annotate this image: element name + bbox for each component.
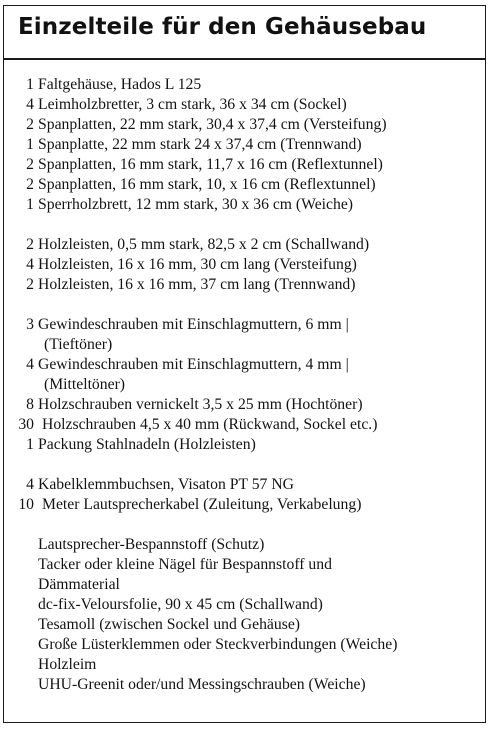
- list-item: [4, 395, 484, 415]
- item-quantity: 8: [26, 396, 34, 413]
- item-quantity: 2: [26, 236, 34, 253]
- group-spacer: [4, 295, 484, 315]
- item-text: Holzleisten, 16 x 16 mm, 30 cm lang (Versteifung): [38, 256, 357, 273]
- list-item: [4, 175, 484, 195]
- item-quantity: 4: [26, 96, 34, 113]
- item-quantity: 2: [26, 276, 34, 293]
- misc-item: [4, 635, 484, 655]
- list-item: [4, 195, 484, 215]
- group-spacer: [4, 455, 484, 475]
- item-text: Holzschrauben vernickelt 3,5 x 25 mm (Hochtöner): [38, 396, 363, 413]
- item-text: Packung Stahlnadeln (Holzleisten): [38, 436, 256, 453]
- item-quantity: 1: [26, 436, 34, 453]
- item-quantity: 1: [26, 136, 34, 153]
- misc-item-text: Lautsprecher-Bespannstoff (Schutz): [38, 536, 265, 553]
- group-spacer: [4, 515, 484, 535]
- item-text: Spanplatten, 16 mm stark, 10, x 16 cm (Reflextunnel): [38, 176, 376, 193]
- list-item-continuation: [4, 375, 484, 395]
- item-text: Spanplatten, 22 mm stark, 30,4 x 37,4 cm (Versteifung): [38, 116, 387, 133]
- item-text: Gewindeschrauben mit Einschlagmuttern, 4 mm |: [38, 356, 349, 373]
- misc-item-text: Tacker oder kleine Nägel für Bespannstoff und: [38, 556, 332, 573]
- misc-item: [4, 535, 484, 555]
- list-item-continuation: [4, 335, 484, 355]
- misc-item: [4, 555, 484, 575]
- list-item: [4, 315, 484, 335]
- item-text: Holzleisten, 16 x 16 mm, 37 cm lang (Trennwand): [38, 276, 356, 293]
- list-item: [4, 235, 484, 255]
- misc-item: [4, 615, 484, 635]
- list-item: [4, 115, 484, 135]
- misc-item: [4, 655, 484, 675]
- item-text: Meter Lautsprecherkabel (Zuleitung, Verkabelung): [42, 496, 362, 513]
- page-title: Einzelteile für den Gehäusebau: [18, 14, 427, 40]
- item-quantity: 1: [26, 76, 34, 93]
- list-item: [4, 435, 484, 455]
- misc-item: [4, 575, 484, 595]
- item-quantity: 3: [26, 316, 34, 333]
- list-item: [4, 495, 484, 515]
- item-text: Leimholzbretter, 3 cm stark, 36 x 34 cm (Sockel): [38, 96, 347, 113]
- item-quantity: 30: [18, 416, 34, 433]
- item-text: Holzleisten, 0,5 mm stark, 82,5 x 2 cm (Schallwand): [38, 236, 370, 253]
- group-spacer: [4, 215, 484, 235]
- list-item: [4, 155, 484, 175]
- list-item: [4, 255, 484, 275]
- misc-item-text: Dämmaterial: [38, 576, 120, 593]
- list-item: [4, 415, 484, 435]
- misc-item: [4, 675, 484, 695]
- item-text: Gewindeschrauben mit Einschlagmuttern, 6 mm |: [38, 316, 349, 333]
- item-text-continued: (Tieftöner): [44, 336, 113, 353]
- item-text: Holzschrauben 4,5 x 40 mm (Rückwand, Sockel etc.): [42, 416, 378, 433]
- list-item: [4, 275, 484, 295]
- list-item: [4, 75, 484, 95]
- item-quantity: 2: [26, 116, 34, 133]
- misc-item-text: UHU-Greenit oder/und Messingschrauben (Weiche): [38, 676, 366, 693]
- misc-item-text: Große Lüsterklemmen oder Steckverbindungen (Weiche): [38, 636, 398, 653]
- item-text: Sperrholzbrett, 12 mm stark, 30 x 36 cm (Weiche): [38, 196, 354, 213]
- item-text-continued: (Mitteltöner): [44, 376, 126, 393]
- list-item: [4, 475, 484, 495]
- misc-item-text: dc-fix-Veloursfolie, 90 x 45 cm (Schallwand): [38, 596, 323, 613]
- misc-item-text: Holzleim: [38, 656, 97, 673]
- item-text: Faltgehäuse, Hados L 125: [38, 76, 202, 93]
- item-text: Spanplatten, 16 mm stark, 11,7 x 16 cm (Reflextunnel): [38, 156, 383, 173]
- list-item: [4, 95, 484, 115]
- item-quantity: 10: [18, 496, 34, 513]
- list-item: [4, 135, 484, 155]
- item-quantity: 2: [26, 176, 34, 193]
- misc-item: [4, 595, 484, 615]
- misc-item-text: Tesamoll (zwischen Sockel und Gehäuse): [38, 616, 301, 633]
- item-quantity: 4: [26, 476, 34, 493]
- item-quantity: 2: [26, 156, 34, 173]
- item-quantity: 1: [26, 196, 34, 213]
- item-quantity: 4: [26, 256, 34, 273]
- item-text: Kabelklemmbuchsen, Visaton PT 57 NG: [38, 476, 294, 493]
- item-quantity: 4: [26, 356, 34, 373]
- parts-list-box: [3, 5, 486, 723]
- item-text: Spanplatte, 22 mm stark 24 x 37,4 cm (Trennwand): [38, 136, 362, 153]
- parts-list: [4, 75, 484, 695]
- title-divider: [4, 58, 485, 60]
- list-item: [4, 355, 484, 375]
